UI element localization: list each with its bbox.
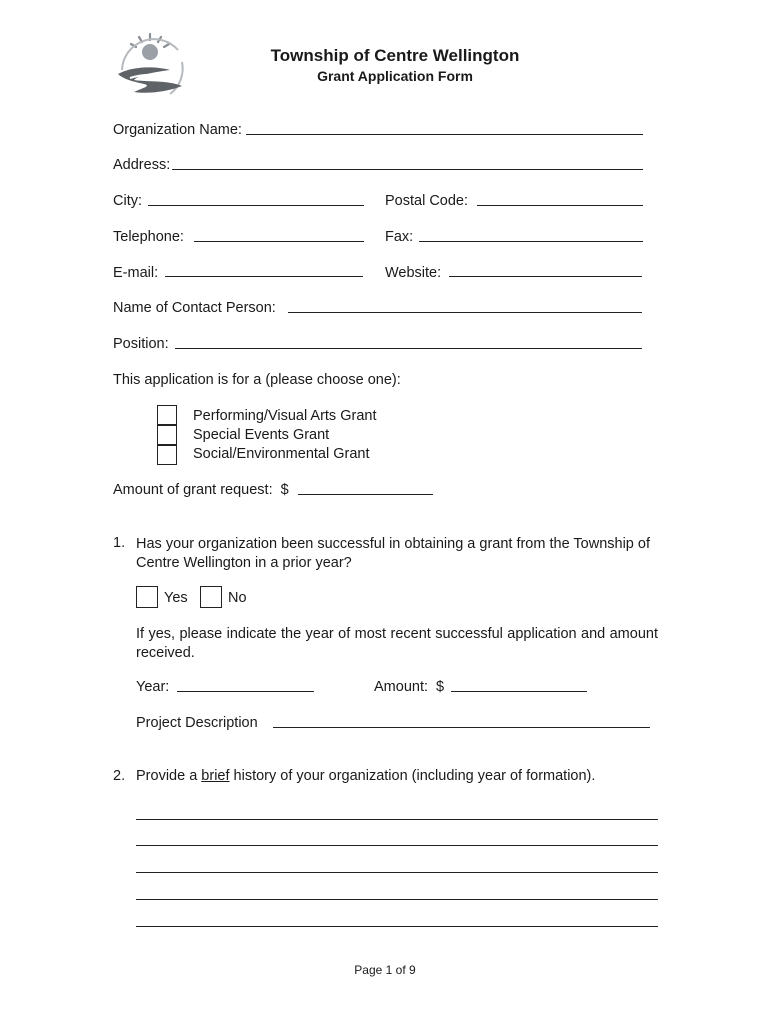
history-answer-line[interactable]	[136, 845, 658, 846]
amount-field[interactable]	[451, 691, 587, 692]
project-description-label: Project Description	[136, 715, 258, 731]
question1-followup: If yes, please indicate the year of most recent successful application and amount received.	[136, 626, 658, 661]
city-field[interactable]	[148, 205, 364, 206]
contact-person-label: Name of Contact Person:	[113, 300, 276, 316]
organization-name-field[interactable]	[246, 134, 643, 135]
question2-number: 2.	[113, 768, 126, 784]
question2-emphasis: brief	[201, 768, 230, 784]
page-number: Page 1 of 9	[354, 963, 416, 977]
township-logo-icon	[112, 32, 188, 102]
question1-number: 1.	[113, 535, 126, 551]
page-title: Township of Centre Wellington	[270, 46, 520, 65]
year-label: Year:	[136, 679, 170, 695]
contact-person-field[interactable]	[288, 312, 642, 313]
fax-field[interactable]	[419, 241, 643, 242]
organization-name-label: Organization Name:	[113, 122, 242, 138]
grant-type-checkbox-arts[interactable]	[157, 405, 177, 425]
grant-amount-label: Amount of grant request: $	[113, 482, 289, 498]
address-label: Address:	[113, 157, 171, 173]
grant-type-checkbox-social[interactable]	[157, 445, 177, 465]
grant-option-social: Social/Environmental Grant	[193, 446, 370, 462]
question1-text: Has your organization been successful in obtaining a grant from the Township of Centre Wellington in a prior year?	[136, 536, 650, 571]
history-answer-line[interactable]	[136, 819, 658, 820]
postal-code-label: Postal Code:	[385, 193, 469, 209]
question1-no-label: No	[228, 590, 247, 606]
website-field[interactable]	[449, 276, 642, 277]
page-subtitle: Grant Application Form	[317, 68, 473, 84]
grant-amount-field[interactable]	[298, 494, 433, 495]
fax-label: Fax:	[385, 229, 414, 245]
city-label: City:	[113, 193, 142, 209]
history-answer-line[interactable]	[136, 899, 658, 900]
postal-code-field[interactable]	[477, 205, 643, 206]
grant-type-checkbox-events[interactable]	[157, 425, 177, 445]
grant-option-arts: Performing/Visual Arts Grant	[193, 408, 377, 424]
amount-label: Amount: $	[374, 679, 445, 695]
year-field[interactable]	[177, 691, 314, 692]
website-label: Website:	[385, 265, 442, 281]
history-answer-line[interactable]	[136, 926, 658, 927]
question1-no-checkbox[interactable]	[200, 586, 222, 608]
question1-yes-label: Yes	[164, 590, 188, 606]
question1-yes-checkbox[interactable]	[136, 586, 158, 608]
position-field[interactable]	[175, 348, 642, 349]
question2-text: Provide a brief history of your organization (including year of formation).	[136, 768, 596, 784]
project-description-field[interactable]	[273, 727, 650, 728]
email-label: E-mail:	[113, 265, 159, 281]
grant-option-events: Special Events Grant	[193, 427, 330, 443]
address-field[interactable]	[172, 169, 643, 170]
history-answer-line[interactable]	[136, 872, 658, 873]
email-field[interactable]	[165, 276, 363, 277]
telephone-label: Telephone:	[113, 229, 184, 245]
position-label: Position:	[113, 336, 169, 352]
grant-type-prompt: This application is for a (please choose one):	[113, 372, 401, 388]
telephone-field[interactable]	[194, 241, 364, 242]
